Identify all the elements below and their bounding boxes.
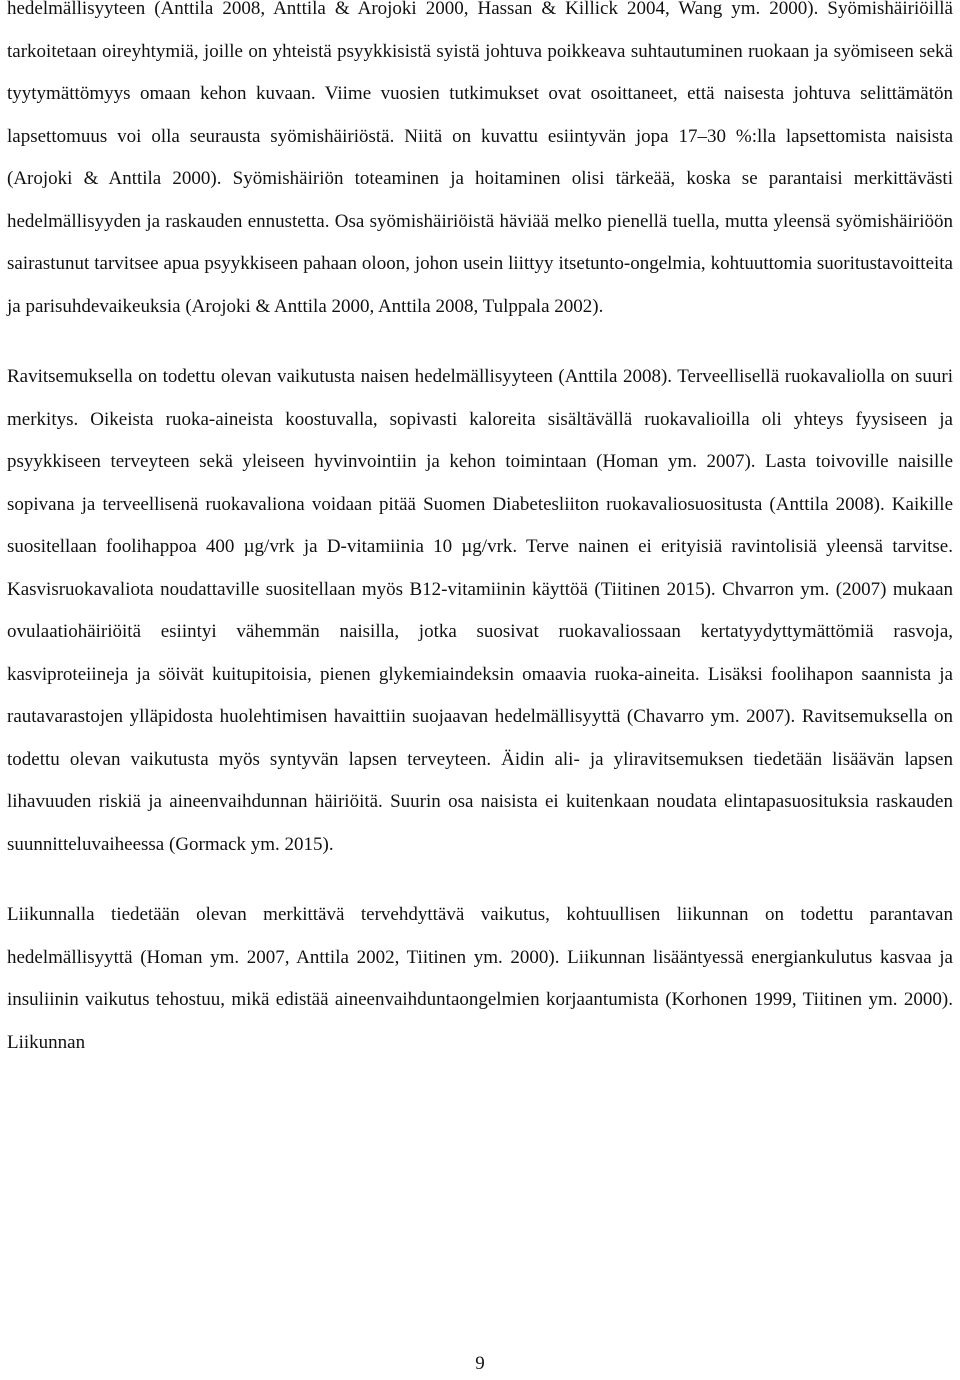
paragraph-exercise: Liikunnalla tiedetään olevan merkittävä tervehdyttävä vaikutus, kohtuullisen liikunnan on todettu parantavan hedelmällisyyttä (Homan ym. 2007, Anttila 2002, Tiitinen ym. 2000). Liikunnan lisääntyessä energiankulutus kasvaa ja insuliinin vaikutus tehostuu, mikä edistää aineenvaihduntaongelmien korjaantumista (Korhonen 1999, Tiitinen ym. 2000). Liikunnan <box>7 904 953 1053</box>
page-number: 9 <box>475 1353 485 1374</box>
paragraph-nutrition: Ravitsemuksella on todettu olevan vaikutusta naisen hedelmällisyyteen (Anttila 2008). Terveellisellä ruokavaliolla on suuri merkitys. Oikeista ruoka-aineista koostuvalla, sopivasti kaloreita sisältävällä ruokavalioilla oli yhteys fyysiseen ja psyykkiseen terveyteen sekä yleiseen hyvinvointiin ja kehon toimintaan (Homan ym. 2007). Lasta toivoville naisille sopivana ja terveellisenä ruokavaliona voidaan pitää Suomen Diabetesliiton ruokavaliosuositusta (Anttila 2008). Kaikille suositellaan foolihappoa 400 µg/vrk ja D-vitamiinia 10 µg/vrk. Terve nainen ei erityisiä ravintolisiä yleensä tarvitse. Kasvisruokavaliota noudattaville suositellaan myös B12-vitamiinin käyttöä (Tiitinen 2015). Chvarron ym. (2007) mukaan ovulaatiohäiriöitä esiintyi vähemmän naisilla, jotka suosivat ruokavaliossaan kertatyydyttymättömiä rasvoja, kasviproteiineja ja söivät kuitupitoisia, pienen glykemiaindeksin omaavia ruoka-aineita. Lisäksi foolihapon saannista ja rautavarastojen ylläpidosta huolehtimisen havaittiin suojaavan hedelmällisyyttä (Chavarro ym. 2007). Ravitsemuksella on todettu olevan vaikutusta myös syntyvän lapsen terveyteen. Äidin ali- ja yliravitsemuksen tiedetään lisäävän lapsen lihavuuden riskiä ja aineenvaihdunnan häiriöitä. Suurin osa naisista ei kuitenkaan noudata elintapasuosituksia raskauden suunnitteluvaiheessa (Gormack ym. 2015). <box>7 366 953 855</box>
paragraph-fertility-eating-disorders: hedelmällisyyteen (Anttila 2008, Anttila & Arojoki 2000, Hassan & Killick 2004, Wang ym. 2000). Syömishäiriöillä tarkoitetaan oireyhtymiä, joille on yhteistä psyykkisistä syistä johtuva poikkeava suhtautuminen ruokaan ja syömiseen sekä tyytymättömyys omaan kehon kuvaan. Viime vuosien tutkimukset ovat osoittaneet, että naisesta johtuva selittämätön lapsettomuus voi olla seurausta syömishäiriöstä. Niitä on kuvattu esiintyvän jopa 17–30 %:lla lapsettomista naisista (Arojoki & Anttila 2000). Syömishäiriön toteaminen ja hoitaminen olisi tärkeää, koska se parantaisi merkittävästi hedelmällisyyden ja raskauden ennustetta. Osa syömishäiriöistä häviää melko pienellä tuella, mutta yleensä syömishäiriöön sairastunut tarvitsee apua psyykkiseen pahaan oloon, johon usein liittyy itsetunto-ongelmia, kohtuuttomia suoritustavoitteita ja parisuhdevaikeuksia (Arojoki & Anttila 2000, Anttila 2008, Tulppala 2002). <box>7 0 953 317</box>
document-page <box>7 0 953 1064</box>
